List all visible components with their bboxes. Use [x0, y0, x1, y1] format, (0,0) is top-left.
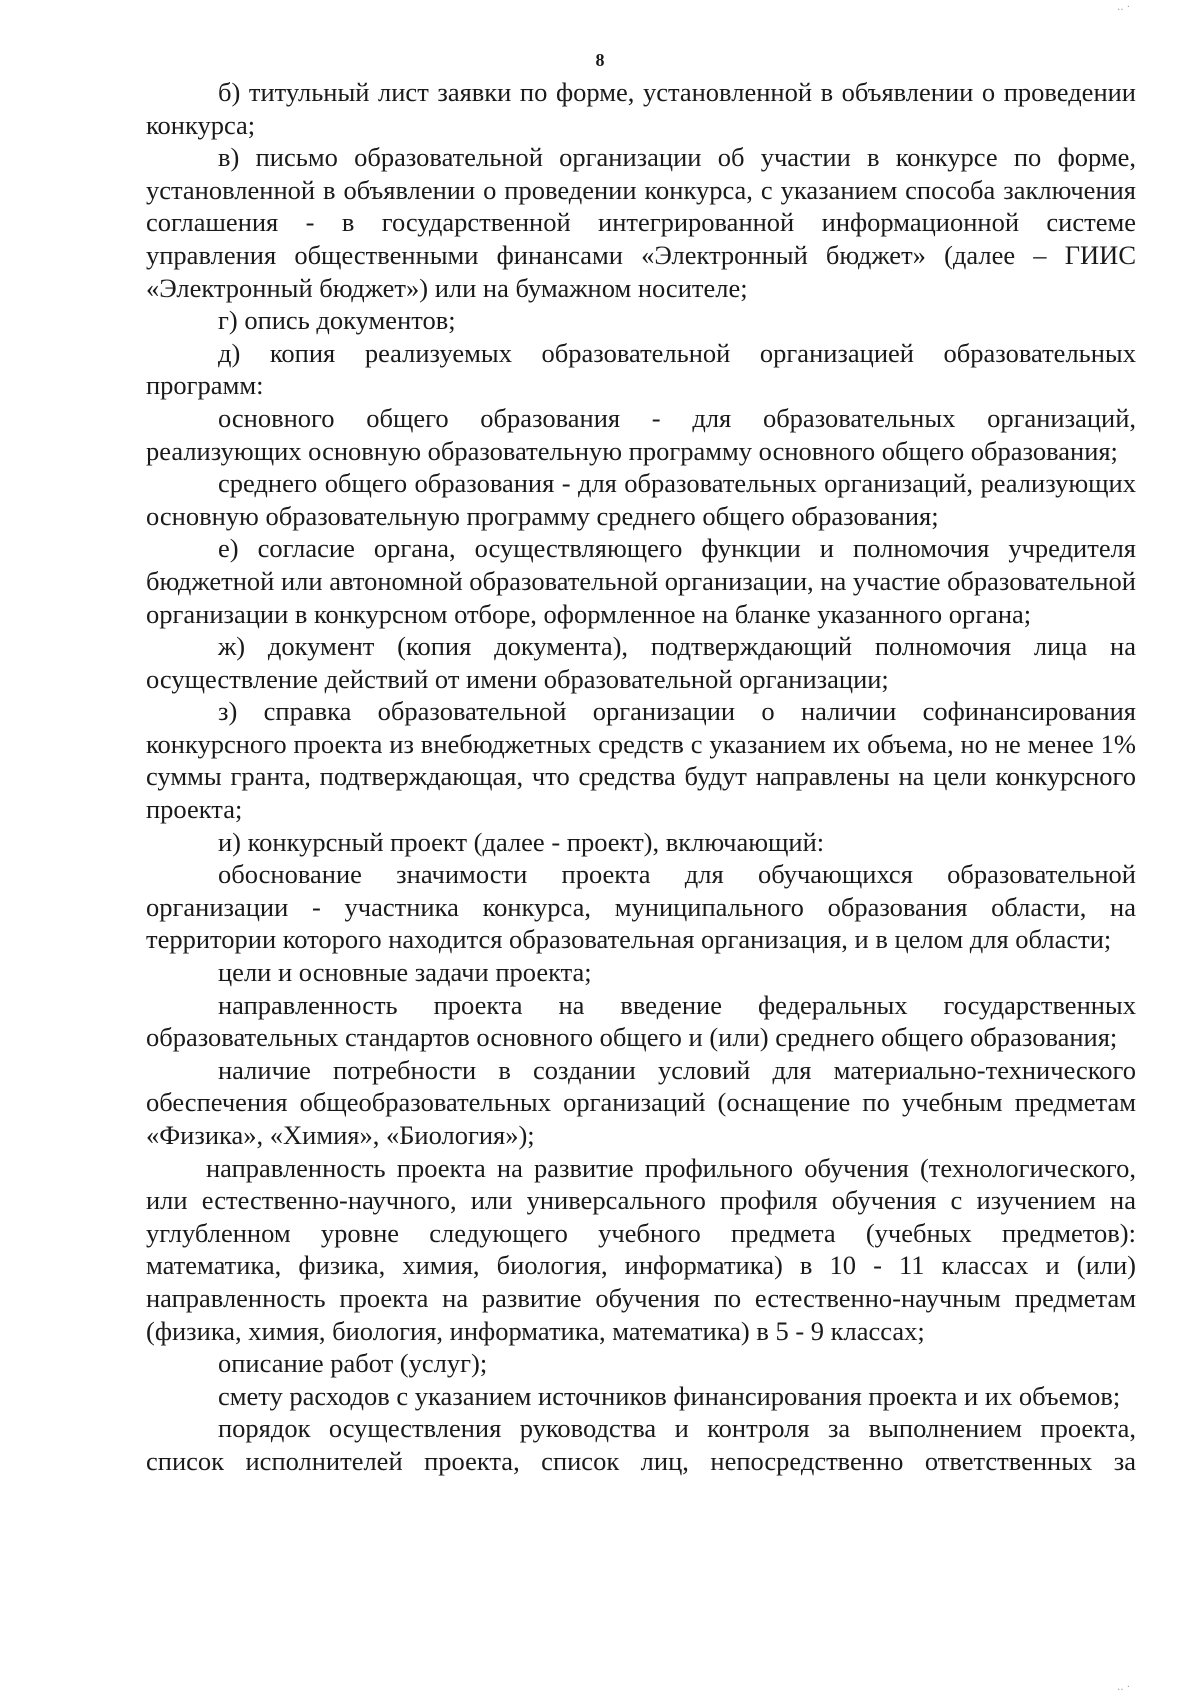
paragraph-i-goals: цели и основные задачи проекта; — [218, 957, 592, 988]
paragraph-g: г) опись документов; — [218, 305, 456, 336]
paragraph-zh: ж) документ (копия документа), подтверждающий полномочия лица на осуществление действий от имени образовательной организации; — [146, 631, 1136, 694]
paragraph-i-profile-education: направленность проекта на развитие профильного обучения (технологического, или естественно-научного, или универсального профиля обучения с изучением на углубленном уровне следующего учебного предмета (учебных предметов): математика, физика, химия, биология, информатика) в 10 - 11 классах и (или) направленность проекта на развитие обучения по естественно-научным предметам (физика, химия, биология, информатика, математика) в 5 - 9 классах; — [146, 1152, 1136, 1346]
document-body — [146, 76, 1136, 1478]
paragraph-d-secondary-education: среднего общего образования - для образовательных организаций, реализующих основную образовательную программу среднего общего образования; — [146, 468, 1136, 531]
paragraph-e: е) согласие органа, осуществляющего функции и полномочия учредителя бюджетной или автономной образовательной организации, на участие образовательной организации в конкурсном отборе, оформленное на бланке указанного органа; — [146, 533, 1136, 629]
paragraph-d-basic-education: основного общего образования - для образовательных организаций, реализующих основную образовательную программу основного общего образования; — [146, 402, 1136, 466]
paragraph-i-management: порядок осуществления руководства и контроля за выполнением проекта, список исполнителей проекта, список лиц, непосредственно ответственных за — [146, 1413, 1136, 1476]
scan-artifact-bottom: ‥ · — [1116, 1682, 1130, 1693]
paragraph-v: в) письмо образовательной организации об участии в конкурсе по форме, установленной в объявлении о проведении конкурса, с указанием способа заключения соглашения - в государственной интегрированной информационной системе управления общественными финансами «Электронный бюджет» (далее – ГИИС «Электронный бюджет») или на бумажном носителе; — [146, 142, 1136, 303]
paragraph-i-budget: смету расходов с указанием источников финансирования проекта и их объемов; — [218, 1380, 1121, 1411]
paragraph-d: д) копия реализуемых образовательной организацией образовательных программ: — [146, 337, 1136, 401]
paragraph-i-fgos: направленность проекта на введение федеральных государственных образовательных стандартов основного общего и (или) среднего общего образования; — [146, 989, 1136, 1053]
paragraph-i-significance: обоснование значимости проекта для обучающихся образовательной организации - участника конкурса, муниципального образования области, на территории которого находится образовательная организация, и в целом для области; — [146, 859, 1136, 955]
scan-artifact-top: ‥ · — [1116, 2, 1130, 13]
paragraph-i: и) конкурсный проект (далее - проект), включающий: — [218, 826, 825, 857]
paragraph-i-material-needs: наличие потребности в создании условий для материально-технического обеспечения общеобразовательных организаций (оснащение по учебным предметам «Физика», «Химия», «Биология»); — [146, 1054, 1136, 1150]
paragraph-b: б) титульный лист заявки по форме, установленной в объявлении о проведении конкурса; — [146, 77, 1136, 140]
paragraph-i-works: описание работ (услуг); — [218, 1348, 488, 1379]
page-number: 8 — [595, 50, 605, 70]
paragraph-z: з) справка образовательной организации о наличии софинансирования конкурсного проекта из внебюджетных средств с указанием их объема, но не менее 1% суммы гранта, подтверждающая, что средства будут направлены на цели конкурсного проекта; — [146, 696, 1136, 825]
